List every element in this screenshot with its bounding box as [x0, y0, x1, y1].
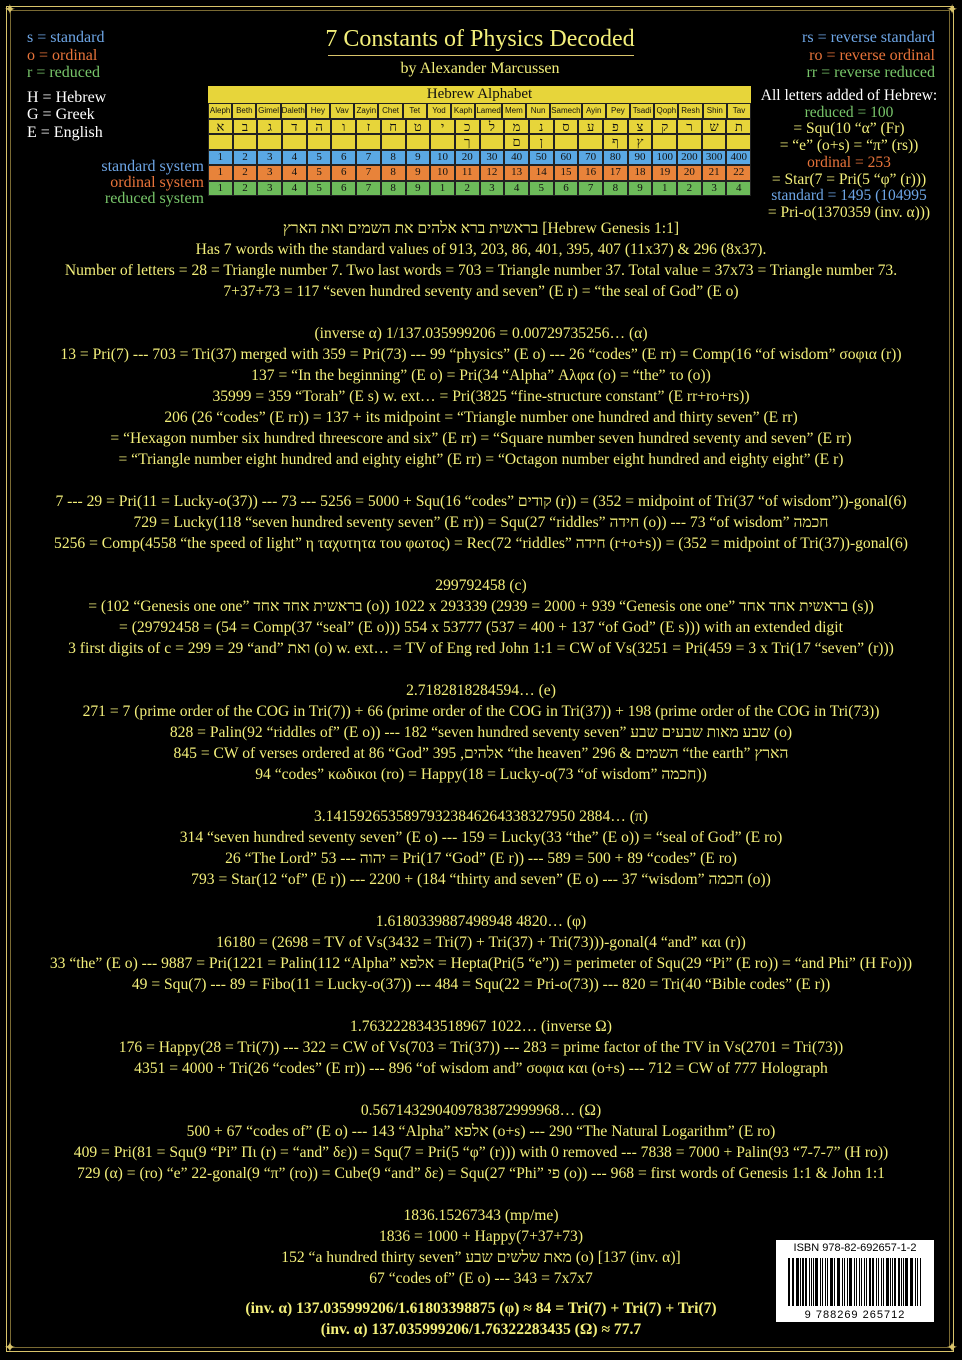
legend-standard: s = standard — [27, 29, 105, 46]
letters-cell: צ — [628, 119, 653, 135]
spacer — [12, 1079, 950, 1100]
ordinal-cell: 1 — [208, 165, 233, 181]
standard-cell: 50 — [529, 150, 554, 166]
standard-system-label: standard system — [101, 158, 204, 175]
finals-cell — [381, 134, 406, 150]
names-cell: Tsadi — [630, 103, 654, 119]
main-text — [12, 218, 950, 1289]
reduced-cell: 4 — [726, 181, 751, 197]
standard-cell: 1 — [208, 150, 233, 166]
reduced-cell: 1 — [208, 181, 233, 197]
ordinal-cell: 8 — [381, 165, 406, 181]
totals-line: = Star(7 = Pri(5 “φ” (r))) — [771, 170, 927, 188]
reduced-cell: 5 — [307, 181, 332, 197]
legend-reverse-standard: rs = reverse standard — [802, 29, 935, 46]
ordinal-cell: 5 — [307, 165, 332, 181]
totals-line: ordinal = 253 — [807, 153, 891, 171]
letters-cell: א — [208, 119, 233, 135]
letters-cell: ע — [578, 119, 603, 135]
letters-cell: ש — [702, 119, 727, 135]
reduced-system-label: reduced system — [104, 190, 204, 207]
spacer — [12, 302, 950, 323]
standard-cell: 5 — [307, 150, 332, 166]
finals-cell — [480, 134, 505, 150]
text-line: 1836 = 1000 + Happy(7+37+73) — [378, 1228, 584, 1245]
reduced-cell: 9 — [406, 181, 431, 197]
names-cell: Vav — [330, 103, 354, 119]
text-line: (inverse α) 1/137.035999206 = 0.00729735256… (α) — [314, 325, 648, 342]
reduced-cell: 3 — [480, 181, 505, 197]
standard-cell: 60 — [554, 150, 579, 166]
ordinal-cell: 10 — [430, 165, 455, 181]
reduced-cell: 1 — [430, 181, 455, 197]
names-cell: Gimel — [256, 103, 280, 119]
text-line: 13 = Pri(7) --- 703 = Tri(37) merged with 359 = Pri(73) --- 99 “physics” (E o) --- 26 “codes” (E rr) = Comp(16 “of wisdom” σοφια (r)) — [60, 346, 902, 363]
legend-reverse-ordinal: ro = reverse ordinal — [809, 46, 935, 64]
legend-left — [27, 29, 106, 141]
finals-cell — [652, 134, 677, 150]
standard-cell: 7 — [356, 150, 381, 166]
text-line: 16180 = (2698 = TV of Vs(3432 = Tri(7) + Tri(37) + Tri(73)))-gonal(4 “and” και (r)) — [216, 934, 746, 951]
spacer — [12, 1184, 950, 1205]
spacer — [12, 470, 950, 491]
ordinal-cell: 9 — [406, 165, 431, 181]
names-cell: Tet — [403, 103, 427, 119]
text-line: 206 (26 “codes” (E rr)) = 137 + its midpoint = “Triangle number one hundred and thirty seven” (E rr) — [164, 409, 798, 426]
text-line: 828 = Palin(92 “riddles of” (E o)) --- 182 “seven hundred seventy seven” שבע מאות שבעים שבע (o) — [169, 724, 793, 741]
standard-cell: 3 — [257, 150, 282, 166]
ordinal-cell: 6 — [331, 165, 356, 181]
names-cell: Yod — [427, 103, 451, 119]
names-cell: Shin — [703, 103, 727, 119]
standard-cell: 40 — [504, 150, 529, 166]
standard-cell: 8 — [381, 150, 406, 166]
ordinal-cell: 20 — [677, 165, 702, 181]
ordinal-cell: 2 — [233, 165, 258, 181]
text-line: 176 = Happy(28 = Tri(7)) --- 322 = CW of Vs(703 = Tri(37)) --- 283 = prime factor of the TV in Vs(2701 = Tri(73)) — [118, 1039, 844, 1056]
standard-cell: 70 — [578, 150, 603, 166]
letters-cell: נ — [529, 119, 554, 135]
names-cell: Beth — [232, 103, 256, 119]
text-line: 845 = CW of verses ordered at 86 “God” אלהים, 395 “the heaven” השמים & 296 “the earth” הארץ — [173, 745, 789, 762]
legend-ordinal: o = ordinal — [27, 46, 98, 64]
totals-line: = Pri-o(1370359 (inv. α))) — [767, 203, 931, 221]
hebrew-alphabet-table — [208, 86, 751, 196]
text-line: 49 = Squ(7) --- 89 = Fibo(11 = Lucky-o(37)) --- 484 = Squ(22 = Pri-o(73)) --- 820 = Tri(40 “Bible codes” (E r)) — [131, 976, 831, 993]
text-line: = “Triangle number eight hundred and eighty eight” (E rr) = “Octagon number eight hundred and eighty eight” (E r) — [118, 451, 844, 468]
legend-reverse-reduced: rr = reverse reduced — [806, 64, 935, 81]
formula-line: (inv. α) 137.035999206/1.61803398875 (φ) ≈ 84 = Tri(7) + Tri(7) + Tri(7) — [245, 1300, 717, 1317]
text-line: = (29792458 = (54 = Comp(37 “seal” (E o))) 554 x 53777 (537 = 400 + 137 “of God” (E s))) with an extended digit — [119, 619, 843, 636]
text-line: בראשית ברא אלהים את השמים ואת הארץ [Hebrew Genesis 1:1] — [282, 220, 680, 237]
text-line: 729 = Lucky(118 “seven hundred seventy seven” (E rr)) = Squ(27 “riddles” חידה (o)) --- 73 “of wisdom” חכמה — [133, 514, 829, 531]
standard-cell: 4 — [282, 150, 307, 166]
letters-cell: ר — [677, 119, 702, 135]
finals-cell: ם — [504, 134, 529, 150]
text-line: 94 “codes” κωδικοι (ro) = Happy(18 = Lucky-o(73 “of wisdom” חכמה)) — [255, 766, 707, 783]
finals-cell — [726, 134, 751, 150]
text-line: 4351 = 4000 + Tri(26 “codes” (E rr)) --- 896 “of wisdom and” σοφια και (o+s) --- 712 = CW of 777 Holograph — [134, 1060, 828, 1077]
text-line: 409 = Pri(81 = Squ(9 “Pi” Πι (r) = “and” δε)) = Squ(7 = Pri(5 “φ” (r))) with 0 removed --- 7838 = 7000 + Palin(93 “7-7-7” (H ro)) — [73, 1144, 889, 1161]
letters-cell: פ — [603, 119, 628, 135]
text-line: 137 = “In the beginning” (E o) = Pri(34 “Alpha” Αλφα (o) = “the” το (o)) — [251, 367, 711, 384]
totals-line: = Squ(10 “α” (Fr) — [793, 120, 905, 138]
finals-cell — [554, 134, 579, 150]
author-byline: by Alexander Marcussen — [400, 60, 560, 77]
letter-names-row — [208, 103, 751, 119]
spacer — [12, 554, 950, 575]
ordinal-values-row — [208, 165, 751, 181]
ordinal-system-label: ordinal system — [110, 174, 204, 191]
standard-cell: 90 — [628, 150, 653, 166]
finals-cell — [430, 134, 455, 150]
names-cell: Resh — [678, 103, 702, 119]
letters-cell: ג — [257, 119, 282, 135]
names-cell: Pey — [606, 103, 630, 119]
spacer — [12, 890, 950, 911]
finals-cell: ן — [529, 134, 554, 150]
reduced-cell: 1 — [652, 181, 677, 197]
finals-cell: ך — [455, 134, 480, 150]
reduced-cell: 6 — [331, 181, 356, 197]
ordinal-cell: 18 — [628, 165, 653, 181]
ordinal-cell: 21 — [702, 165, 727, 181]
finals-cell — [677, 134, 702, 150]
reduced-values-row — [208, 181, 751, 197]
names-cell: Ayin — [582, 103, 606, 119]
reduced-cell: 3 — [257, 181, 282, 197]
standard-cell: 400 — [726, 150, 751, 166]
standard-cell: 20 — [455, 150, 480, 166]
letters-cell: ל — [480, 119, 505, 135]
text-line: = “Hexagon number six hundred threescore and six” (E rr) = “Square number seven hundred seventy and seven” (E rr) — [110, 430, 852, 447]
reduced-cell: 7 — [356, 181, 381, 197]
ordinal-cell: 11 — [455, 165, 480, 181]
text-line: 0.567143290409783872999968… (Ω) — [360, 1102, 602, 1119]
title-divider — [328, 55, 634, 56]
reduced-cell: 8 — [603, 181, 628, 197]
isbn-digits: 9 788269 265712 — [804, 1309, 906, 1321]
standard-cell: 9 — [406, 150, 431, 166]
text-line: 271 = 7 (prime order of the COG in Tri(7)) + 66 (prime order of the COG in Tri(37)) + 198 (prime order of the COG in Tri(73)) — [82, 703, 880, 720]
letters-cell: ס — [554, 119, 579, 135]
spacer — [12, 659, 950, 680]
text-line: 67 “codes of” (E o) --- 343 = 7x7x7 — [369, 1270, 593, 1287]
text-line: 5256 = Comp(4558 “the speed of light” η ταχυτητα του φωτος) = Rec(72 “riddles” חידה (r+o+s)) = (352 = midpoint of Tri(37))-gonal(6) — [54, 535, 908, 552]
reduced-cell: 4 — [504, 181, 529, 197]
standard-cell: 80 — [603, 150, 628, 166]
standard-cell: 200 — [677, 150, 702, 166]
text-line: 1836.15267343 (mp/me) — [403, 1207, 559, 1224]
names-cell: Mem — [502, 103, 526, 119]
ordinal-cell: 12 — [480, 165, 505, 181]
reduced-cell: 2 — [677, 181, 702, 197]
ordinal-cell: 13 — [504, 165, 529, 181]
page-title: 7 Constants of Physics Decoded — [325, 26, 635, 52]
text-line: 1.6180339887498948 4820… (φ) — [375, 913, 587, 930]
corner-ornament-icon: ✦ — [946, 3, 958, 18]
text-line: 1.7632228343518967 1022… (inverse Ω) — [350, 1018, 612, 1035]
reduced-cell: 5 — [529, 181, 554, 197]
letters-cell: ו — [331, 119, 356, 135]
text-line: 793 = Star(12 “of” (E r)) --- 2200 + (184 “thirty and seven” (E o) --- 37 “wisdom” חכמה (o)) — [191, 871, 771, 888]
finals-cell — [282, 134, 307, 150]
finals-cell: ץ — [628, 134, 653, 150]
text-line: 500 + 67 “codes of” (E o) --- 143 “Alpha” אלפא (o+s) --- 290 “The Natural Logarithm” (E ro) — [186, 1123, 776, 1140]
ordinal-cell: 7 — [356, 165, 381, 181]
legend-english: E = English — [27, 123, 103, 141]
finals-cell — [578, 134, 603, 150]
reduced-cell: 2 — [455, 181, 480, 197]
letters-cell: ט — [406, 119, 431, 135]
letters-cell: ד — [282, 119, 307, 135]
reduced-cell: 6 — [554, 181, 579, 197]
formula-line: (inv. α) 137.035999206/1.76322283435 (Ω) ≈ 77.7 — [320, 1321, 642, 1338]
finals-cell — [406, 134, 431, 150]
finals-cell — [208, 134, 233, 150]
ordinal-cell: 22 — [726, 165, 751, 181]
finals-cell — [702, 134, 727, 150]
totals-heading: All letters added of Hebrew: — [760, 87, 938, 104]
ordinal-cell: 19 — [652, 165, 677, 181]
corner-ornament-icon: ✦ — [946, 1341, 958, 1356]
standard-cell: 2 — [233, 150, 258, 166]
final-letters-row — [208, 134, 751, 150]
legend-hebrew: H = Hebrew — [27, 88, 107, 106]
text-line: 7+37+73 = 117 “seven hundred seventy and seven” (E r) = “the seal of God” (E o) — [223, 283, 739, 300]
letters-cell: כ — [455, 119, 480, 135]
standard-cell: 6 — [331, 150, 356, 166]
standard-values-row — [208, 150, 751, 166]
names-cell: Nun — [526, 103, 550, 119]
standard-cell: 100 — [652, 150, 677, 166]
reduced-cell: 8 — [381, 181, 406, 197]
text-line: 729 (α) = (ro) “e” 22-gonal(9 “π” (ro)) = Cube(9 “and” δε) = Squ(27 “Phi” פי (o)) --- 968 = first words of Genesis 1:1 & John 1:1 — [77, 1165, 885, 1182]
isbn-label: ISBN 978-82-692657-1-2 — [793, 1242, 917, 1254]
letters-cell: ת — [726, 119, 751, 135]
reduced-cell: 3 — [702, 181, 727, 197]
text-line: = (102 “Genesis one one” בראשית אחד אחד (o)) 1022 x 293339 (2939 = 2000 + 939 “Genesis one one” בראשית אחד אחד (s)) — [88, 598, 874, 615]
ordinal-cell: 4 — [282, 165, 307, 181]
names-cell: Zayin — [354, 103, 378, 119]
letters-cell: ז — [356, 119, 381, 135]
corner-ornament-icon: ✦ — [4, 1341, 16, 1356]
standard-cell: 300 — [702, 150, 727, 166]
text-line: 35999 = 359 “Torah” (E s) w. ext… = Pri(3825 “fine-structure constant” (E rr+ro+rs)) — [212, 388, 750, 405]
ordinal-cell: 15 — [554, 165, 579, 181]
names-cell: Daleth — [281, 103, 306, 119]
spacer — [12, 785, 950, 806]
finals-cell — [356, 134, 381, 150]
text-line: 299792458 (c) — [435, 577, 527, 594]
finals-cell — [307, 134, 332, 150]
reduced-cell: 2 — [233, 181, 258, 197]
standard-cell: 30 — [480, 150, 505, 166]
text-line: 152 “a hundred thirty seven” מאת שלשים שבע (o) [137 (inv. α)] — [281, 1249, 681, 1266]
text-line: 26 “The Lord” יהוה --- 53 = Pri(17 “God” (E r)) --- 589 = 500 + 89 “codes” (E ro) — [225, 850, 737, 867]
names-cell: Aleph — [208, 103, 232, 119]
table-caption: Hebrew Alphabet — [208, 86, 751, 103]
text-line: 2.7182818284594… (e) — [406, 682, 556, 699]
names-cell: Chet — [378, 103, 402, 119]
totals-line: reduced = 100 — [804, 103, 894, 121]
hebrew-totals-box — [754, 88, 944, 222]
ordinal-cell: 14 — [529, 165, 554, 181]
finals-cell: ף — [603, 134, 628, 150]
text-line: Has 7 words with the standard values of 913, 203, 86, 401, 395, 407 (11x37) & 296 (8x37). — [195, 241, 767, 258]
letters-cell: מ — [504, 119, 529, 135]
reduced-cell: 4 — [282, 181, 307, 197]
names-cell: Qoph — [654, 103, 678, 119]
totals-line: = “e” (o+s) = “π” (rs)) — [779, 137, 919, 155]
spacer — [12, 995, 950, 1016]
legend-right — [802, 29, 935, 82]
letters-cell: ח — [381, 119, 406, 135]
names-cell: Lamed — [475, 103, 501, 119]
finals-cell — [331, 134, 356, 150]
closing-formulas — [12, 1298, 950, 1340]
standard-cell: 10 — [430, 150, 455, 166]
ordinal-cell: 3 — [257, 165, 282, 181]
totals-line: standard = 1495 (104995 — [771, 187, 927, 205]
legend-greek: G = Greek — [27, 106, 95, 123]
text-line: 33 “the” (E o) --- 9887 = Pri(1221 = Palin(112 “Alpha” אלפא = Hepta(Pri(5 “e”)) = perimeter of Squ(29 “Pi” (E ro)) = “and Phi” (H Fo))) — [49, 955, 913, 972]
text-line: Number of letters = 28 = Triangle number 7. Two last words = 703 = Triangle number 37. Total value = 37x73 = Triangle number 73. — [64, 262, 898, 279]
letters-cell: ב — [233, 119, 258, 135]
legend-reduced: r = reduced — [27, 64, 100, 81]
reduced-cell: 9 — [628, 181, 653, 197]
names-cell: Samech — [550, 103, 581, 119]
names-cell: Tav — [727, 103, 751, 119]
text-line: 3.14159265358979323846264338327950 2884… (π) — [313, 808, 649, 825]
text-line: 7 --- 29 = Pri(11 = Lucky-o(37)) --- 73 --- 5256 = 5000 + Squ(16 “codes” קודים (r)) = (352 = midpoint of Tri(37 “of wisdom”))-gonal(6) — [55, 493, 907, 510]
corner-ornament-icon: ✦ — [4, 3, 16, 18]
names-cell: Hey — [306, 103, 330, 119]
text-line: 314 “seven hundred seventy seven” (E o) --- 159 = Lucky(33 “the” (E o)) = “seal of God” (E ro) — [179, 829, 783, 846]
letters-cell: ק — [652, 119, 677, 135]
text-line: 3 first digits of c = 299 = 29 “and” ואת (o) w. ext… = TV of Eng red John 1:1 = CW of Vs(3251 = Pri(459 = 3 x Tri(17 “seven” (r))) — [68, 640, 894, 657]
ordinal-cell: 17 — [603, 165, 628, 181]
letters-cell: י — [430, 119, 455, 135]
reduced-cell: 7 — [578, 181, 603, 197]
letters-row — [208, 119, 751, 135]
names-cell: Kaph — [451, 103, 475, 119]
letters-cell: ה — [307, 119, 332, 135]
finals-cell — [233, 134, 258, 150]
ordinal-cell: 16 — [578, 165, 603, 181]
finals-cell — [257, 134, 282, 150]
